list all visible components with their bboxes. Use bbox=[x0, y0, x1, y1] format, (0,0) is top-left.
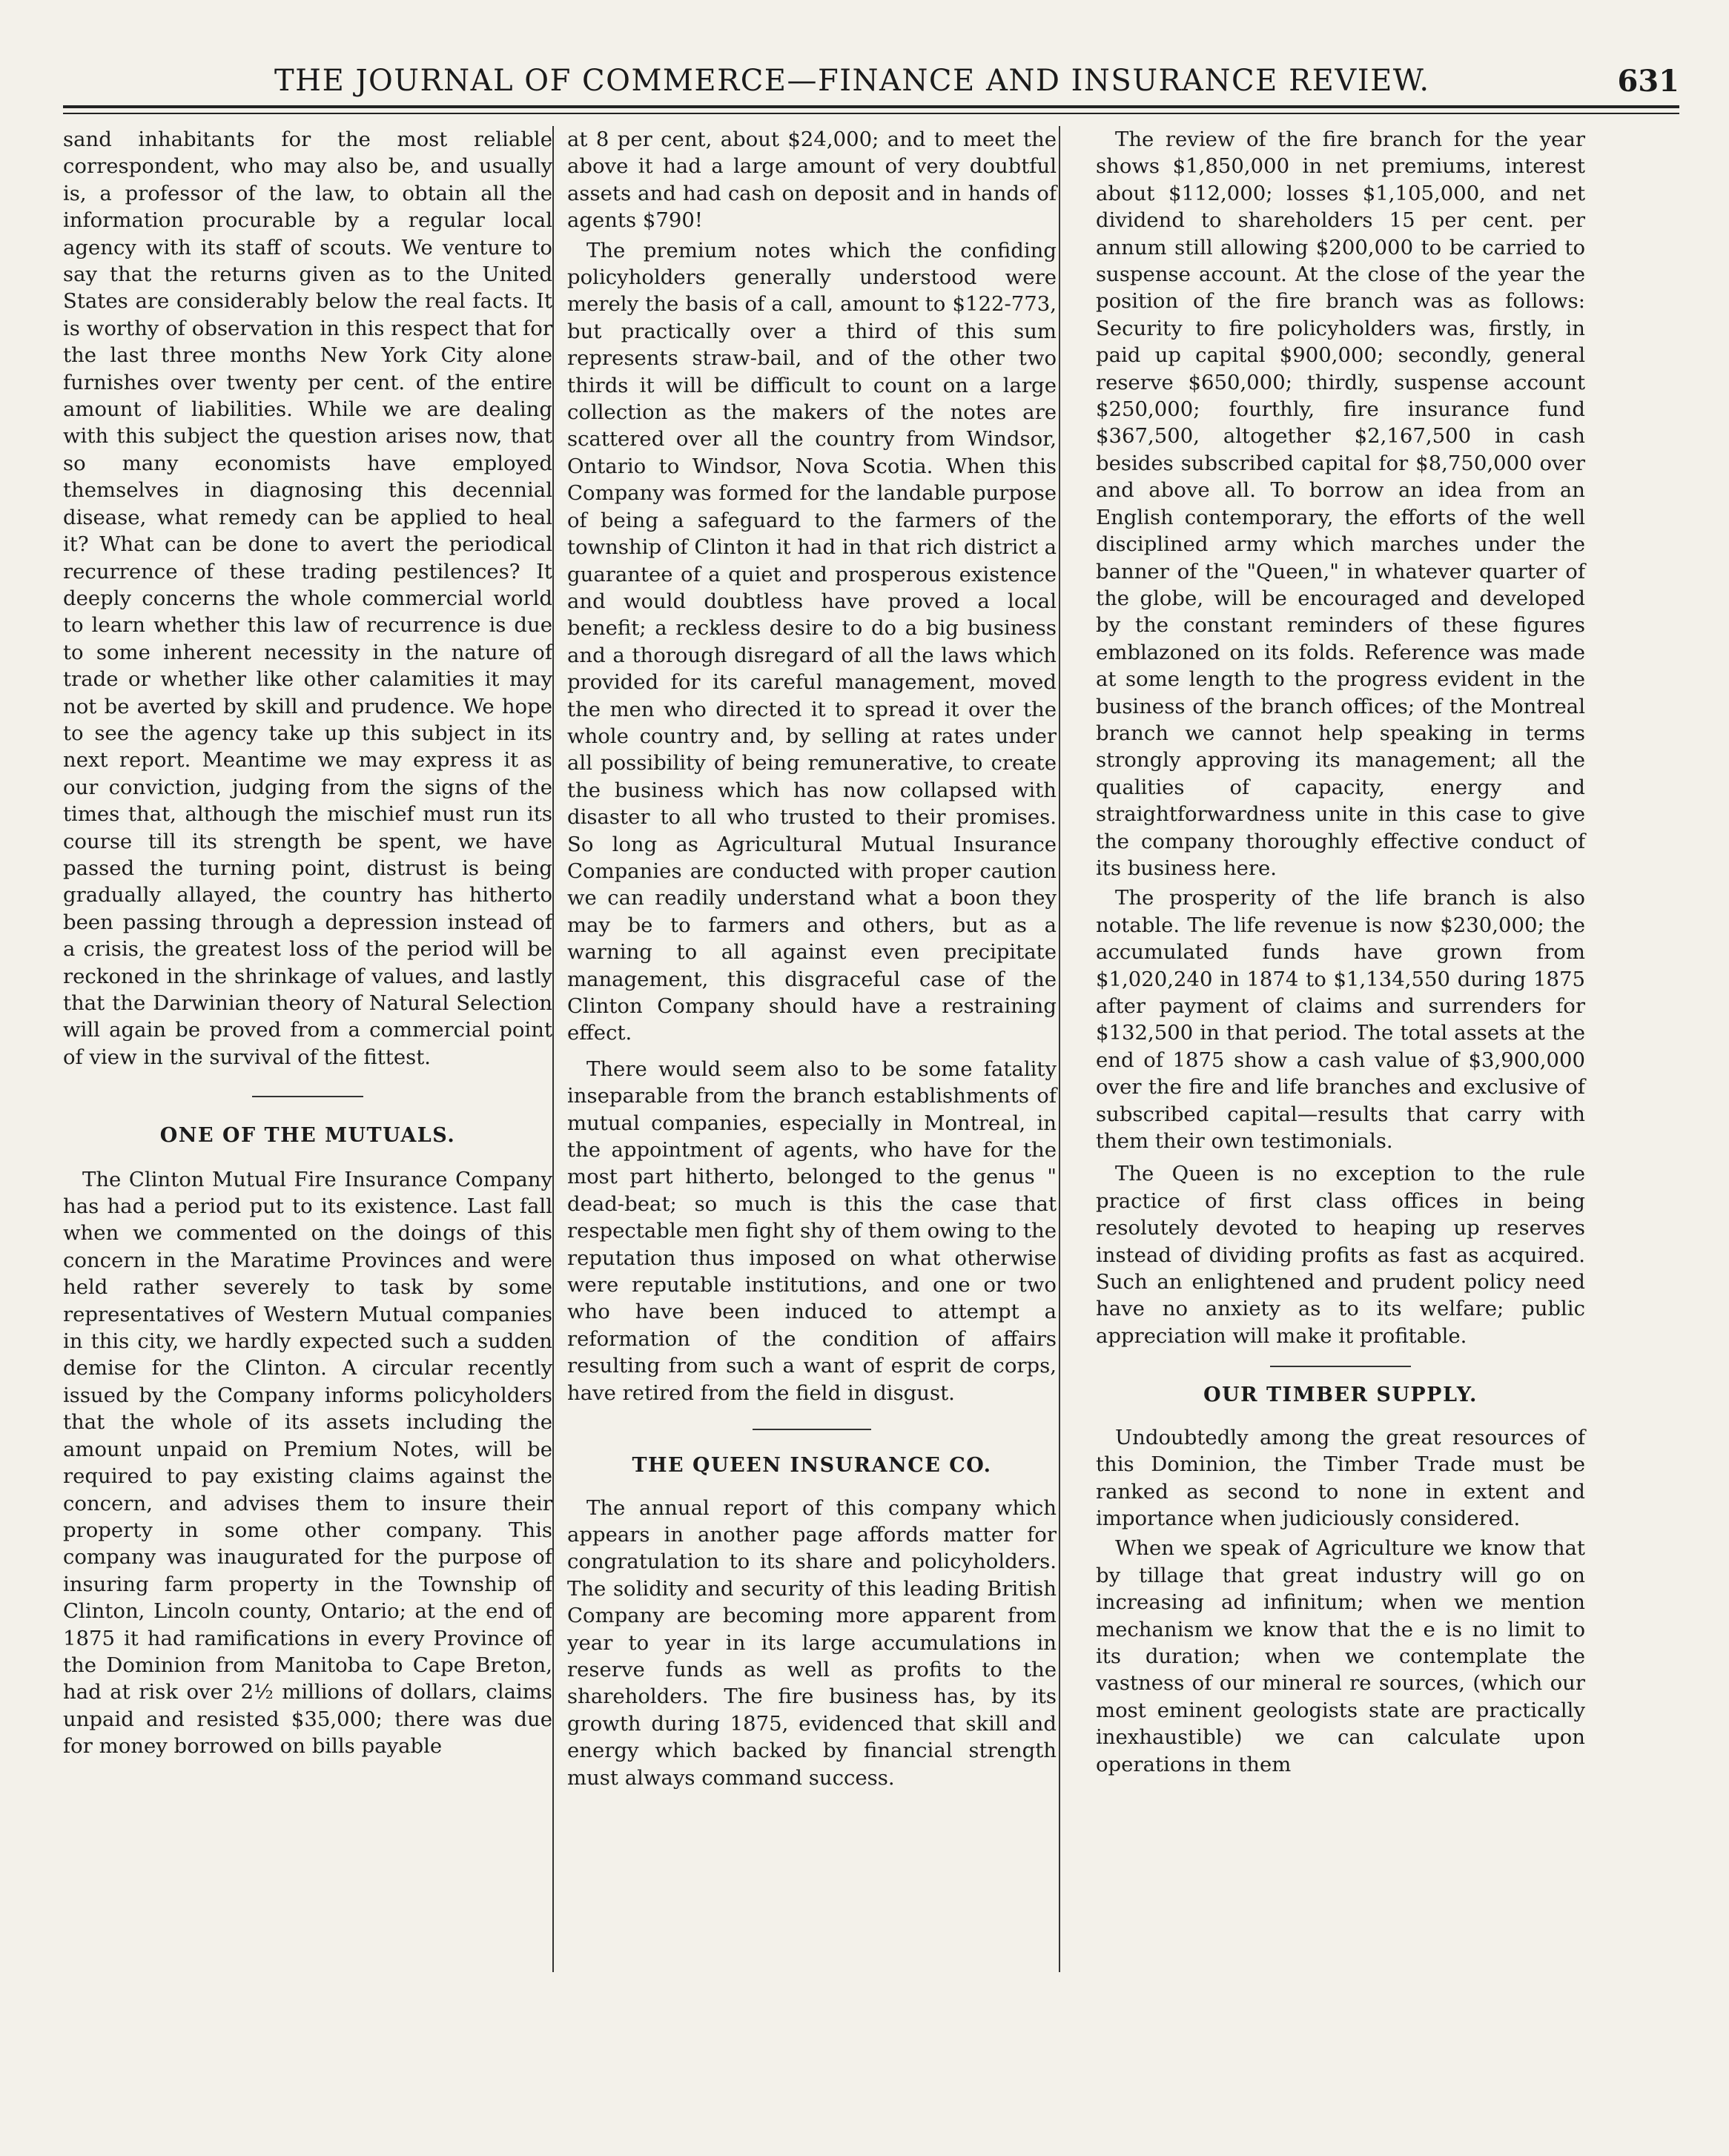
paragraph: There would seem also to be some fatality inseparable from the branch establishments of mutual companies, especially in Montreal, in the appointment of agents, who have for the most part hitherto, belonged to the genus " dead-beat; so much is this the case that respectable men fight shy of them owing to the reputation thus imposed on what otherwise were reputable institutions, and one or two who have been induced to attempt a reformation of the condition of affairs resulting from such a want of esprit de corps, have retired from the field in disgust. bbox=[567, 1056, 1057, 1405]
column-divider-2 bbox=[1059, 126, 1060, 1972]
section-heading-mutuals: ONE OF THE MUTUALS. bbox=[159, 1124, 456, 1148]
paragraph: sand inhabitants for the most reliable correspondent, who may also be, and usually is, a professor of the law, to obtain all the information procurable by a regular local agency with its staff of scouts. We venture to say that the returns given as to the United States are considerably below the real facts. It is worthy of observation in this respect that for the last three months New York City alone furnishes over twenty per cent. of the entire amount of liabilities. While we are dealing with this subject the question arises now, that so many economists have employed themselves in diagnosing this decennial disease, what remedy can be applied to heal it? What can be done to avert the periodical recurrence of these trading pestilences? It deeply concerns the whole commercial world to learn whether this law of recurrence is due to some inherent necessity in the nature of trade or whether like other calamities it may not be averted by skill and prudence. We hope to see the agency take up this subject in its next report. Meantime we may express it as our conviction, judging from the signs of the times that, although the mischief must run its course till its strength be spent, we have passed the turning point, distrust is being gradually allayed, the country has hitherto been passing through a depression instead of a crisis, the greatest loss of the period will be reckoned in the shrinkage of values, and lastly that the Darwinian theory of Natural Selection will again be proved from a commercial point of view in the survival of the fittest. bbox=[63, 128, 552, 1069]
paragraph: The prosperity of the life branch is also notable. The life revenue is now $230,000; the accumulated funds have grown from $1,020,240 in 1874 to $1,134,550 during 1875 after payment of claims and surrenders for $132,500 in that period. The total assets at the end of 1875 show a cash value of $3,900,000 over the fire and life branches and exclusive of subscribed capital—results that carry with them their own testimonials. bbox=[1096, 886, 1585, 1154]
paragraph: The Queen is no exception to the rule practice of first class offices in being resolutely devoted to heaping up reserves instead of dividing profits as fast as acquired. Such an enlightened and prudent policy need have no anxiety as to its welfare; public appreciation will make it profitable. bbox=[1096, 1162, 1585, 1348]
section-divider bbox=[252, 1096, 363, 1097]
paragraph: Undoubtedly among the great resources of this Dominion, the Timber Trade must be ranked as second to none in extent and importance when judiciously considered. bbox=[1096, 1425, 1585, 1530]
section-divider bbox=[1270, 1366, 1411, 1367]
paragraph: When we speak of Agriculture we know that by tillage that great industry will go on increasing ad infinitum; when we mention mechanism we know that the e is no limit to its duration; when we contemplate the vastness of our mineral re sources, (which our most eminent geologists state are practically inexhaustible) we can calculate upon operations in them bbox=[1096, 1536, 1585, 1776]
page-number: 631 bbox=[1617, 64, 1679, 99]
page-header bbox=[63, 61, 1679, 105]
column-2 bbox=[567, 126, 1057, 1791]
section-divider bbox=[753, 1429, 871, 1430]
section-heading-timber: OUR TIMBER SUPPLY. bbox=[1203, 1383, 1478, 1407]
column-1 bbox=[63, 126, 552, 1760]
section-heading-queen: THE QUEEN INSURANCE CO. bbox=[632, 1454, 992, 1478]
column-3 bbox=[1096, 126, 1585, 1778]
column-divider-1 bbox=[552, 126, 554, 1972]
paragraph: The review of the fire branch for the year shows $1,850,000 in net premiums, interest about $112,000; losses $1,105,000, and net dividend to shareholders 15 per cent. per annum still allowing $200,000 to be carried to suspense account. At the close of the year the position of the fire branch was as follows: Security to fire policyholders was, firstly, in paid up capital $900,000; secondly, general reserve $650,000; thirdly, suspense account $250,000; fourthly, fire insurance fund $367,500, altogether $2,167,500 in cash besides subscribed capital for $8,750,000 over and above all. To borrow an idea from an English contemporary, the efforts of the well disciplined army which marches under the banner of the "Queen," in whatever quarter of the globe, will be encouraged and developed by the constant reminders of these figures emblazoned on its folds. Reference was made at some length to the progress evident in the business of the branch offices; of the Montreal branch we cannot help speaking in terms strongly approving its management; all the qualities of capacity, energy and straightforwardness unite in this case to give the company thoroughly effective conduct of its business here. bbox=[1096, 128, 1585, 880]
header-rule-thick bbox=[63, 105, 1679, 108]
header-rule-thin bbox=[63, 113, 1679, 114]
paragraph: The Clinton Mutual Fire Insurance Company has had a period put to its existence. Last fall when we commented on the doings of this concern in the Maratime Provinces and were held rather severely to task by some representatives of Western Mutual companies in this city, we hardly expected such a sudden demise for the Clinton. A circular recently issued by the Company informs policyholders that the whole of its assets including the amount unpaid on Premium Notes, will be required to pay existing claims against the concern, and advises them to insure their property in some other company. This company was inaugurated for the purpose of insuring farm property in the Township of Clinton, Lincoln county, Ontario; at the end of 1875 it had ramifications in every Province of the Dominion from Manitoba to Cape Breton, had at risk over 2½ millions of dollars, claims unpaid and resisted $35,000; there was due for money borrowed on bills payable bbox=[63, 1167, 552, 1759]
paragraph: at 8 per cent, about $24,000; and to meet the above it had a large amount of very doubtful assets and had cash on deposit and in hands of agents $790! bbox=[567, 128, 1057, 233]
paragraph: The premium notes which the confiding policyholders generally understood were merely the basis of a call, amount to $122-773, but practically over a third of this sum represents straw-bail, and of the other two thirds it will be difficult to count on a large collection as the makers of the notes are scattered over all the country from Windsor, Ontario to Windsor, Nova Scotia. When this Company was formed for the landable purpose of being a safeguard to the farmers of the township of Clinton it had in that rich district a guarantee of a quiet and prosperous existence and would doubtless have proved a local benefit; a reckless desire to do a big business and a thorough disregard of all the laws which provided for its careful management, moved the men who directed it to spread it over the whole country and, by selling at rates under all possibility of being remunerative, to create the business which has now collapsed with disaster to all who trusted to their promises. So long as Agricultural Mutual Insurance Companies are conducted with proper caution we can readily understand what a boon they may be to farmers and others, but as a warning to all against even precipitate management, this disgraceful case of the Clinton Company should have a restraining effect. bbox=[567, 238, 1057, 1045]
paragraph: The annual report of this company which appears in another page affords matter for congratulation to its share and policyholders. The solidity and security of this leading British Company are becoming more apparent from year to year in its large accumulations in reserve funds as well as profits to the shareholders. The fire business has, by its growth during 1875, evidenced that skill and energy which backed by financial strength must always command success. bbox=[567, 1495, 1057, 1790]
journal-title: THE JOURNAL OF COMMERCE—FINANCE AND INSURANCE REVIEW. bbox=[274, 64, 1430, 98]
